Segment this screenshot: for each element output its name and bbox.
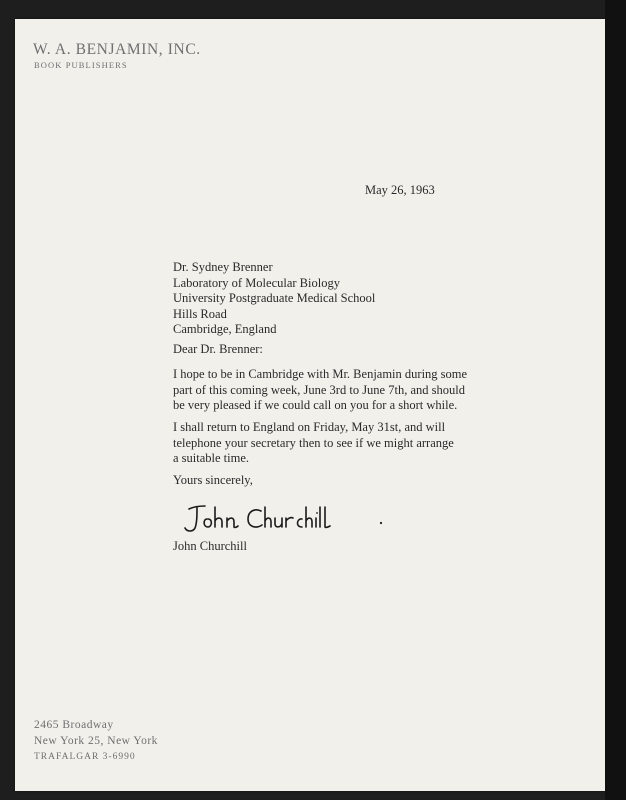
letter-page (15, 19, 605, 791)
recipient-address (173, 260, 375, 338)
letterhead-company: W. A. BENJAMIN, INC. (33, 41, 201, 58)
closing: Yours sincerely, (173, 473, 253, 487)
paragraph-line: be very pleased if we could call on you for a short while. (173, 398, 458, 412)
footer-city: New York 25, New York (34, 735, 158, 747)
typed-signature-name: John Churchill (173, 539, 247, 553)
paragraph-line: telephone your secretary then to see if we might arrange (173, 435, 454, 450)
paragraph-line: part of this coming week, June 3rd to June 7th, and should (173, 382, 465, 397)
salutation: Dear Dr. Brenner: (173, 342, 263, 356)
paragraph-line: I hope to be in Cambridge with Mr. Benjamin during some (173, 367, 468, 381)
paragraph-line: a suitable time. (173, 451, 250, 465)
letterhead-footer (34, 717, 158, 765)
recipient-line: Hills Road (173, 306, 227, 321)
footer-phone: TRAFALGAR 3-6990 (34, 752, 136, 762)
recipient-line: University Postgraduate Medical School (173, 291, 376, 305)
recipient-line: Laboratory of Molecular Biology (173, 275, 340, 290)
paragraph-line: I shall return to England on Friday, May 31st, and will (173, 420, 446, 434)
letterhead-tagline: BOOK PUBLISHERS (34, 60, 128, 70)
recipient-line: Dr. Sydney Brenner (173, 260, 273, 274)
scan-border (605, 0, 626, 800)
letter-date: May 26, 1963 (365, 183, 435, 197)
recipient-line: Cambridge, England (173, 322, 277, 336)
handwritten-signature (175, 497, 395, 537)
body-paragraph-2 (173, 420, 454, 467)
footer-street: 2465 Broadway (34, 719, 114, 731)
body-paragraph-1 (173, 367, 467, 414)
